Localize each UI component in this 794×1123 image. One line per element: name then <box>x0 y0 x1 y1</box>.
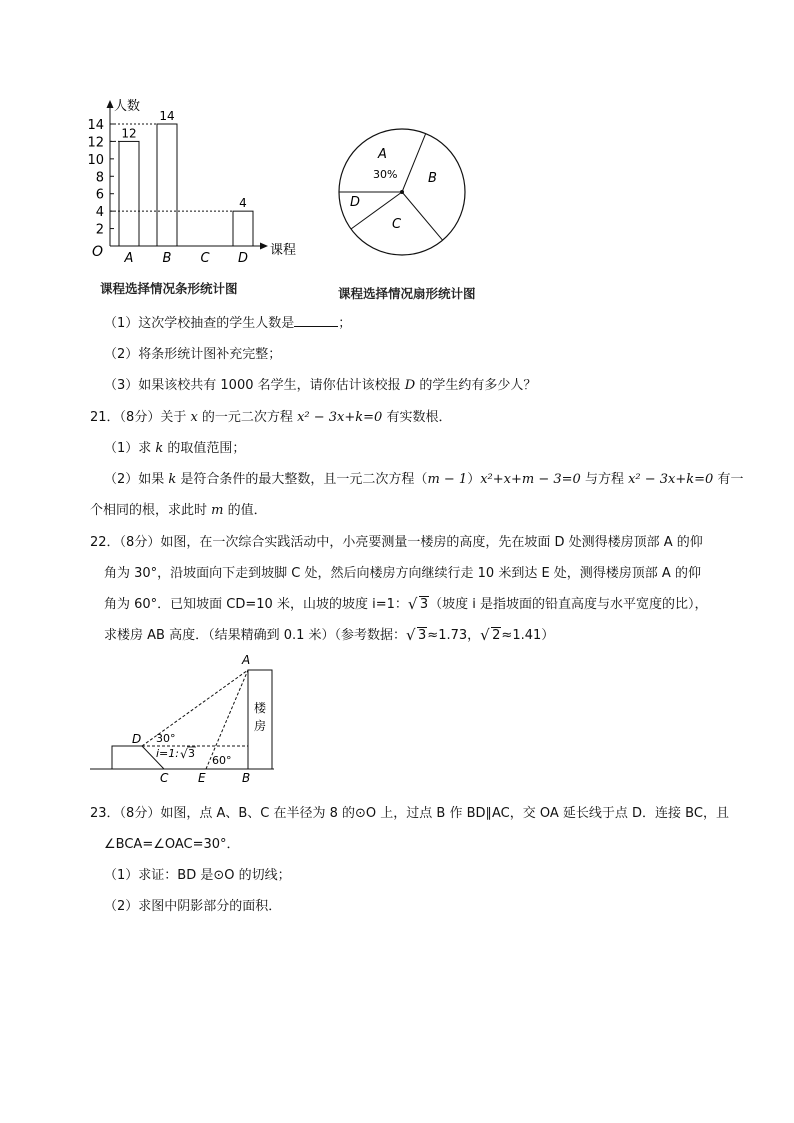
x-axis-label: 课程 <box>270 243 297 258</box>
sqrt-2-ref: √ 2 <box>480 626 501 644</box>
pie-chart <box>330 96 480 276</box>
q20-part1: （1）这次学校抽查的学生人数是 ； <box>104 316 352 331</box>
q22-line3: 角为 60°．已知坡面 CD=10 米，山坡的坡度 i=1： √ 3（坡度 i 是指坡面的铅直高度与水平宽度的比）， <box>104 595 708 613</box>
pie-slice-label-b: B <box>428 171 437 186</box>
angle-60-label: 60° <box>212 754 232 767</box>
y-tick-label: 8 <box>95 170 104 186</box>
pie-boundary-ab <box>402 134 426 192</box>
bar-chart <box>80 92 310 272</box>
building-label-1: 楼 <box>254 701 267 715</box>
slope-sqrt-value: 3 <box>188 747 195 760</box>
y-tick-label: 14 <box>87 118 104 133</box>
point-c-label: C <box>160 771 169 784</box>
bar-a <box>119 141 139 246</box>
bar-data-label: 4 <box>239 196 247 211</box>
x-tick-label: B <box>162 251 172 266</box>
x-axis-arrow <box>260 243 268 250</box>
bar-data-label: 14 <box>159 109 175 123</box>
x-tick-label: C <box>200 251 210 266</box>
q22-line1: 22．（8分）如图，在一次综合实践活动中，小亮要测量一楼房的高度，先在坡面 D 处测得楼房顶部 A 的仰 <box>90 535 703 550</box>
pie-boundary-bc <box>402 192 443 240</box>
pie-slice-label-c: C <box>392 217 402 232</box>
y-tick-label: 6 <box>95 187 104 203</box>
pie-chart-caption: 课程选择情况扇形统计图 <box>338 286 476 301</box>
sqrt-3-ref: √ 3 <box>406 626 427 644</box>
point-a-label: A <box>242 653 251 667</box>
q22-line2: 角为 30°，沿坡面向下走到坡脚 C 处，然后向楼房方向继续行走 10 米到达 E 处，测得楼房顶部 A 的仰 <box>104 566 701 581</box>
bar-b <box>157 124 177 246</box>
y-tick-label: 12 <box>87 135 104 151</box>
pie-slice-percent-a: 30% <box>373 168 398 181</box>
q22-figure <box>88 652 288 784</box>
q21-part2: （2）如果 k 是符合条件的最大整数，且一元二次方程（m − 1）x²+x+m − 3=0 与方程 x² − 3x+k=0 有一 <box>104 472 744 487</box>
q22-line4: 求楼房 AB 高度．（结果精确到 0.1 米）（参考数据： √ 3≈1.73， √ 2≈1.41） <box>104 626 555 644</box>
q21-head: 21．（8分）关于 x 的一元二次方程 x² − 3x+k=0 有实数根． <box>90 410 452 425</box>
slope-label: i=1: <box>156 747 179 760</box>
y-axis-label: 人数 <box>114 99 141 114</box>
q23-part1: （1）求证：BD 是⊙O 的切线； <box>104 868 291 883</box>
q20-part1-text: （1）这次学校抽查的学生人数是 <box>104 316 295 331</box>
y-tick-label: 2 <box>95 222 104 238</box>
point-e-label: E <box>198 771 206 784</box>
y-tick-label: 4 <box>95 205 104 221</box>
answer-blank <box>294 315 338 327</box>
angle-30-label: 30° <box>156 732 176 745</box>
x-tick-label: D <box>237 251 249 266</box>
q20-part2: （2）将条形统计图补充完整； <box>104 347 282 362</box>
q20-part3: （3）如果该校共有 1000 名学生，请你估计该校报 D 的学生约有多少人？ <box>104 378 537 393</box>
q23-line1: 23．（8分）如图，点 A、B、C 在半径为 8 的⊙O 上，过点 B 作 BD∥AC，交 OA 延长线于点 D．连接 BC，且 <box>90 806 729 821</box>
bar-chart-caption: 课程选择情况条形统计图 <box>100 281 238 296</box>
q23-line2: ∠BCA=∠OAC=30°． <box>104 837 240 852</box>
x-tick-label: A <box>124 251 134 266</box>
y-tick-label: 10 <box>87 152 104 168</box>
origin-label: O <box>92 244 104 260</box>
building-label-2: 房 <box>254 719 267 733</box>
slope-sqrt-sign: √ <box>180 747 188 761</box>
pie-center <box>400 190 404 194</box>
q21-part1: （1）求 k 的取值范围； <box>104 441 246 456</box>
sqrt-3: √ 3 <box>407 595 429 613</box>
bar-data-label: 12 <box>121 126 137 141</box>
pie-slice-label-d: D <box>350 195 361 210</box>
point-b-label: B <box>242 771 251 784</box>
y-axis-arrow <box>107 100 114 108</box>
bar-d <box>233 211 253 246</box>
point-d-label: D <box>132 732 142 746</box>
q21-part2-cont: 个相同的根，求此时 m 的值． <box>90 503 267 518</box>
pie-slice-label-a: A <box>378 147 387 162</box>
q23-part2: （2）求图中阴影部分的面积． <box>104 899 282 914</box>
